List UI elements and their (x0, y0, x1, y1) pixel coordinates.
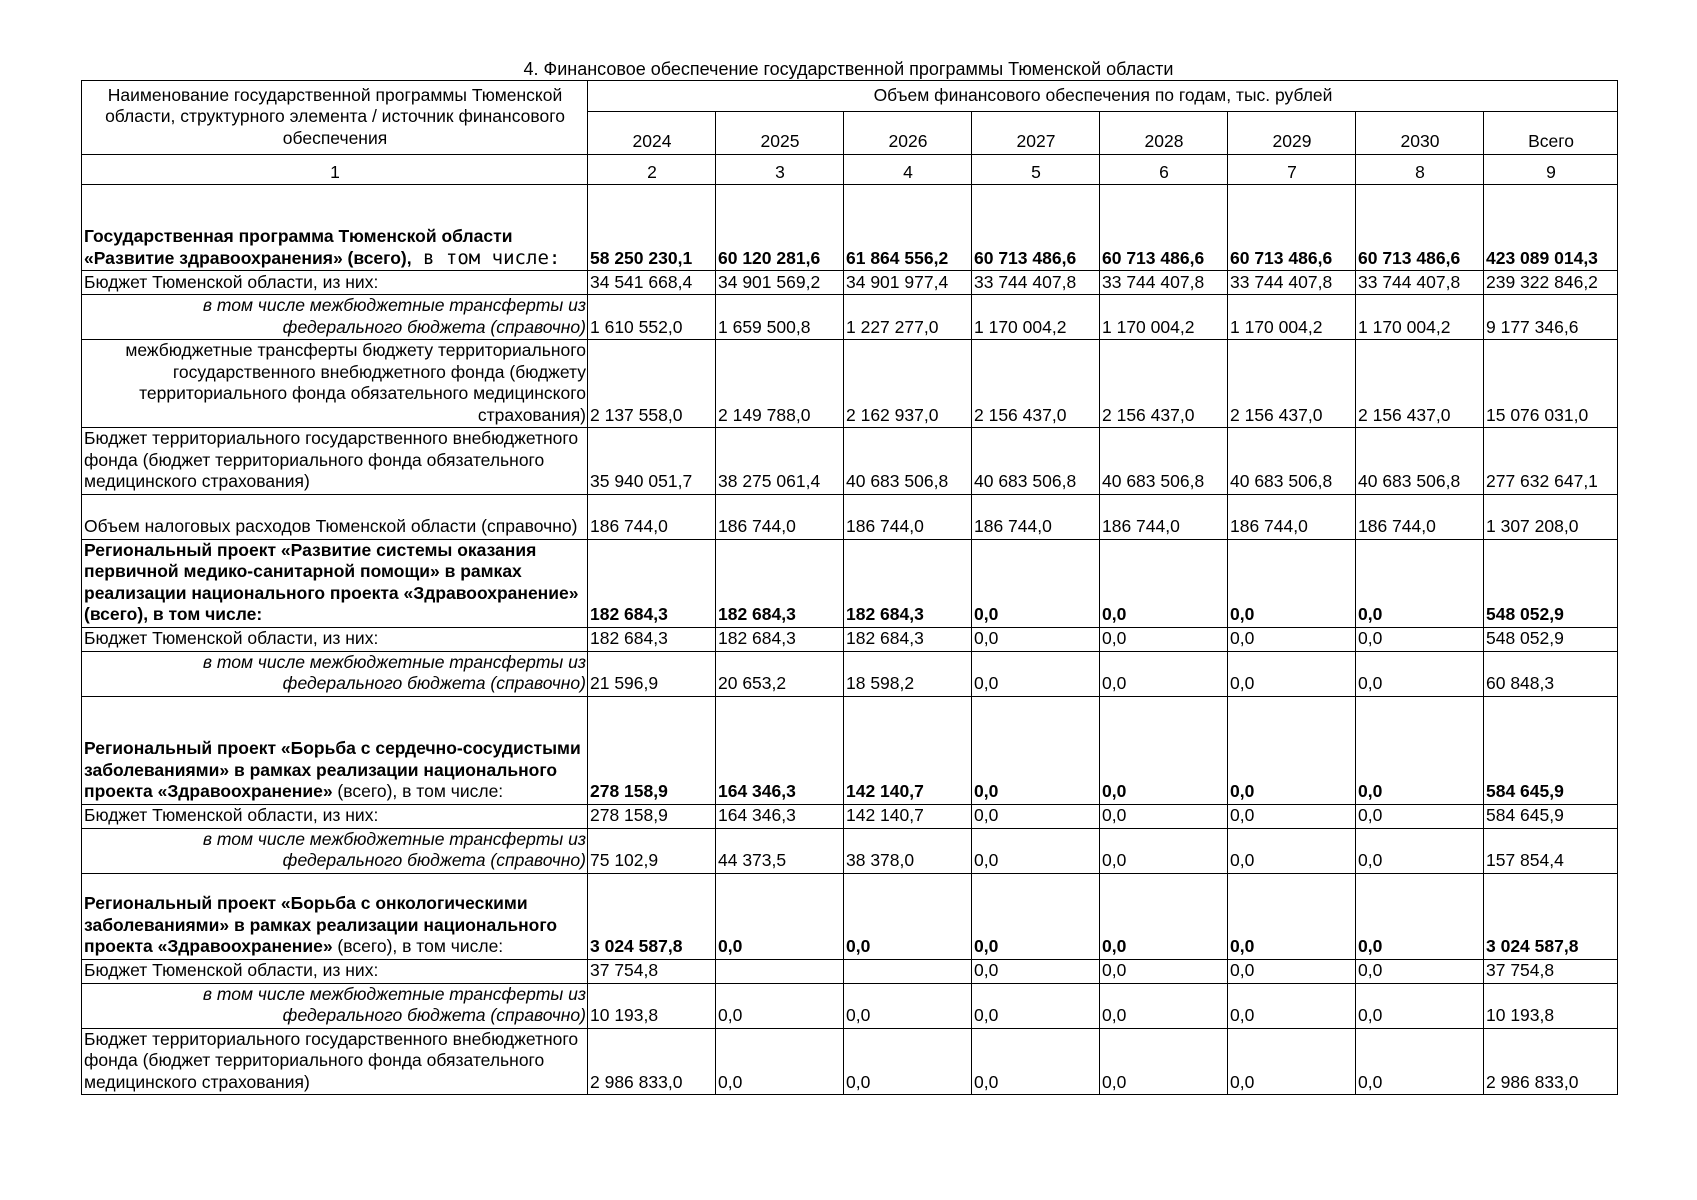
value-cell-2024: 278 158,9 (588, 696, 716, 804)
value-cell-2024: 278 158,9 (588, 804, 716, 828)
value-cell-Всего: 9 177 346,6 (1484, 295, 1618, 340)
table-row (82, 627, 1618, 651)
value-cell-2024: 58 250 230,1 (588, 185, 716, 271)
value-cell-2029: 0,0 (1228, 804, 1356, 828)
header-group-label: Объем финансового обеспечения по годам, тыс. рублей (588, 81, 1618, 112)
column-number-8: 9 (1484, 155, 1618, 185)
value-cell-2027: 0,0 (972, 539, 1100, 627)
value-cell-2026: 0,0 (844, 873, 972, 959)
header-year-5: 2029 (1228, 112, 1356, 155)
row-label-text: в том числе межбюджетные трансферты из федерального бюджета (справочно) (202, 828, 586, 870)
value-cell-2030: 0,0 (1356, 959, 1484, 983)
value-cell-2028: 33 744 407,8 (1100, 271, 1228, 295)
value-cell-Всего: 277 632 647,1 (1484, 428, 1618, 495)
value-cell-2026 (844, 959, 972, 983)
value-cell-2024: 2 137 558,0 (588, 340, 716, 428)
header-year-7: Всего (1484, 112, 1618, 155)
value-cell-2028: 0,0 (1100, 539, 1228, 627)
row-label (82, 494, 588, 539)
value-cell-2030: 40 683 506,8 (1356, 428, 1484, 495)
value-cell-Всего: 239 322 846,2 (1484, 271, 1618, 295)
value-cell-2026: 40 683 506,8 (844, 428, 972, 495)
row-label-text: Региональный проект «Развитие системы оказания первичной медико-санитарной помощи» в рамках реализации национального проекта «Здравоохранение» (всего), в том числе: (84, 539, 579, 624)
value-cell-2028: 40 683 506,8 (1100, 428, 1228, 495)
value-cell-2030: 60 713 486,6 (1356, 185, 1484, 271)
row-label-text: Бюджет Тюменской области, из них: (84, 805, 379, 825)
value-cell-2029: 0,0 (1228, 828, 1356, 873)
value-cell-2025: 44 373,5 (716, 828, 844, 873)
value-cell-Всего: 584 645,9 (1484, 804, 1618, 828)
value-cell-2028: 0,0 (1100, 804, 1228, 828)
column-number-5: 6 (1100, 155, 1228, 185)
row-label (82, 627, 588, 651)
row-label (82, 696, 588, 804)
table-row (82, 185, 1618, 271)
table-row (82, 271, 1618, 295)
value-cell-2025: 0,0 (716, 983, 844, 1028)
value-cell-2028: 186 744,0 (1100, 494, 1228, 539)
table-row (82, 539, 1618, 627)
value-cell-2030: 0,0 (1356, 651, 1484, 696)
row-label-text: в том числе межбюджетные трансферты из федерального бюджета (справочно) (202, 295, 586, 337)
value-cell-Всего: 548 052,9 (1484, 539, 1618, 627)
value-cell-2029: 0,0 (1228, 983, 1356, 1028)
value-cell-2027: 0,0 (972, 828, 1100, 873)
row-label-text: Бюджет Тюменской области, из них: (84, 628, 379, 648)
value-cell-2030: 33 744 407,8 (1356, 271, 1484, 295)
row-label (82, 983, 588, 1028)
row-label (82, 828, 588, 873)
row-label-text: Бюджет Тюменской области, из них: (84, 960, 379, 980)
header-year-2: 2026 (844, 112, 972, 155)
row-label-suffix: (всего), в том числе: (332, 936, 504, 956)
value-cell-2026: 38 378,0 (844, 828, 972, 873)
value-cell-2030: 0,0 (1356, 1028, 1484, 1095)
value-cell-Всего: 3 024 587,8 (1484, 873, 1618, 959)
value-cell-Всего: 423 089 014,3 (1484, 185, 1618, 271)
value-cell-2027: 0,0 (972, 696, 1100, 804)
value-cell-2024: 182 684,3 (588, 539, 716, 627)
value-cell-2025: 60 120 281,6 (716, 185, 844, 271)
value-cell-2028: 2 156 437,0 (1100, 340, 1228, 428)
table-row (82, 983, 1618, 1028)
value-cell-2028: 60 713 486,6 (1100, 185, 1228, 271)
value-cell-2029: 0,0 (1228, 696, 1356, 804)
value-cell-2027: 186 744,0 (972, 494, 1100, 539)
column-number-2: 3 (716, 155, 844, 185)
value-cell-2024: 186 744,0 (588, 494, 716, 539)
value-cell-2030: 0,0 (1356, 828, 1484, 873)
value-cell-2029: 0,0 (1228, 627, 1356, 651)
value-cell-2030: 0,0 (1356, 696, 1484, 804)
table-row (82, 1028, 1618, 1095)
value-cell-2024: 37 754,8 (588, 959, 716, 983)
value-cell-Всего: 10 193,8 (1484, 983, 1618, 1028)
row-label-text: Государственная программа Тюменской области «Развитие здравоохранения» (всего), (84, 226, 513, 268)
value-cell-2024: 21 596,9 (588, 651, 716, 696)
header-year-4: 2028 (1100, 112, 1228, 155)
value-cell-2024: 3 024 587,8 (588, 873, 716, 959)
value-cell-2029: 0,0 (1228, 539, 1356, 627)
financing-table (81, 80, 1618, 1095)
table-row (82, 651, 1618, 696)
header-year-1: 2025 (716, 112, 844, 155)
value-cell-2025: 34 901 569,2 (716, 271, 844, 295)
header-year-0: 2024 (588, 112, 716, 155)
value-cell-2029: 33 744 407,8 (1228, 271, 1356, 295)
row-label-suffix: (всего), в том числе: (332, 781, 504, 801)
row-label (82, 185, 588, 271)
value-cell-2028: 0,0 (1100, 983, 1228, 1028)
value-cell-2028: 0,0 (1100, 828, 1228, 873)
value-cell-2030: 1 170 004,2 (1356, 295, 1484, 340)
value-cell-2030: 0,0 (1356, 983, 1484, 1028)
value-cell-2027: 2 156 437,0 (972, 340, 1100, 428)
table-row (82, 295, 1618, 340)
table-row (82, 494, 1618, 539)
value-cell-2026: 186 744,0 (844, 494, 972, 539)
row-label-text: межбюджетные трансферты бюджету территориального государственного внебюджетного фонда (бюджету территориального фонда обязательного медицинского страхования) (125, 340, 586, 425)
row-label-text: в том числе межбюджетные трансферты из федерального бюджета (справочно) (202, 651, 586, 693)
value-cell-2030: 186 744,0 (1356, 494, 1484, 539)
row-label (82, 873, 588, 959)
table-row (82, 340, 1618, 428)
value-cell-2026: 182 684,3 (844, 539, 972, 627)
value-cell-2027: 0,0 (972, 983, 1100, 1028)
table-row (82, 428, 1618, 495)
row-label (82, 539, 588, 627)
value-cell-Всего: 60 848,3 (1484, 651, 1618, 696)
value-cell-2024: 10 193,8 (588, 983, 716, 1028)
value-cell-2026: 34 901 977,4 (844, 271, 972, 295)
value-cell-Всего: 584 645,9 (1484, 696, 1618, 804)
value-cell-2026: 2 162 937,0 (844, 340, 972, 428)
value-cell-Всего: 37 754,8 (1484, 959, 1618, 983)
table-row (82, 696, 1618, 804)
value-cell-2027: 0,0 (972, 651, 1100, 696)
document-title: 4. Финансовое обеспечение государственной программы Тюменской области (523, 59, 1174, 79)
value-cell-2027: 33 744 407,8 (972, 271, 1100, 295)
value-cell-2029: 0,0 (1228, 651, 1356, 696)
value-cell-2030: 0,0 (1356, 873, 1484, 959)
value-cell-2029: 40 683 506,8 (1228, 428, 1356, 495)
table-row (82, 959, 1618, 983)
value-cell-2026: 182 684,3 (844, 627, 972, 651)
value-cell-2027: 0,0 (972, 873, 1100, 959)
value-cell-2025: 0,0 (716, 873, 844, 959)
column-number-1: 2 (588, 155, 716, 185)
value-cell-2029: 60 713 486,6 (1228, 185, 1356, 271)
value-cell-2024: 75 102,9 (588, 828, 716, 873)
column-number-4: 5 (972, 155, 1100, 185)
value-cell-2025: 186 744,0 (716, 494, 844, 539)
value-cell-2025 (716, 959, 844, 983)
value-cell-2025: 20 653,2 (716, 651, 844, 696)
value-cell-2025: 164 346,3 (716, 696, 844, 804)
value-cell-2028: 0,0 (1100, 1028, 1228, 1095)
row-label (82, 428, 588, 495)
value-cell-2028: 0,0 (1100, 959, 1228, 983)
value-cell-Всего: 2 986 833,0 (1484, 1028, 1618, 1095)
value-cell-2024: 35 940 051,7 (588, 428, 716, 495)
row-label (82, 295, 588, 340)
value-cell-2026: 142 140,7 (844, 804, 972, 828)
table-row (82, 828, 1618, 873)
row-label-text: в том числе межбюджетные трансферты из федерального бюджета (справочно) (202, 983, 586, 1025)
row-label (82, 271, 588, 295)
row-label (82, 804, 588, 828)
row-label-suffix: в том числе: (411, 246, 561, 269)
value-cell-2025: 164 346,3 (716, 804, 844, 828)
value-cell-2027: 40 683 506,8 (972, 428, 1100, 495)
value-cell-2025: 38 275 061,4 (716, 428, 844, 495)
row-label-text: Региональный проект «Борьба с онкологическими заболеваниями» в рамках реализации национального проекта «Здравоохранение» (84, 893, 558, 956)
value-cell-2029: 1 170 004,2 (1228, 295, 1356, 340)
row-label-text: Региональный проект «Борьба с сердечно-сосудистыми заболеваниями» в рамках реализации национального проекта «Здравоохранение» (84, 738, 581, 801)
value-cell-2026: 0,0 (844, 983, 972, 1028)
value-cell-2028: 0,0 (1100, 696, 1228, 804)
header-year-3: 2027 (972, 112, 1100, 155)
row-label (82, 651, 588, 696)
value-cell-2029: 0,0 (1228, 959, 1356, 983)
row-label-text: Бюджет территориального государственного внебюджетного фонда (бюджет территориального фонда обязательного медицинского страхования) (84, 428, 579, 491)
value-cell-2025: 2 149 788,0 (716, 340, 844, 428)
value-cell-2026: 18 598,2 (844, 651, 972, 696)
value-cell-2025: 0,0 (716, 1028, 844, 1095)
value-cell-2026: 61 864 556,2 (844, 185, 972, 271)
row-label-text: Бюджет Тюменской области, из них: (84, 271, 379, 292)
value-cell-Всего: 1 307 208,0 (1484, 494, 1618, 539)
header-year-6: 2030 (1356, 112, 1484, 155)
value-cell-2030: 0,0 (1356, 539, 1484, 627)
value-cell-2029: 2 156 437,0 (1228, 340, 1356, 428)
value-cell-Всего: 548 052,9 (1484, 627, 1618, 651)
column-number-0: 1 (82, 155, 588, 185)
value-cell-2025: 182 684,3 (716, 627, 844, 651)
value-cell-2024: 182 684,3 (588, 627, 716, 651)
column-number-6: 7 (1228, 155, 1356, 185)
value-cell-2028: 0,0 (1100, 873, 1228, 959)
value-cell-2024: 1 610 552,0 (588, 295, 716, 340)
value-cell-2027: 1 170 004,2 (972, 295, 1100, 340)
row-label (82, 340, 588, 428)
value-cell-2030: 0,0 (1356, 804, 1484, 828)
table-row (82, 873, 1618, 959)
value-cell-2030: 0,0 (1356, 627, 1484, 651)
value-cell-2027: 0,0 (972, 1028, 1100, 1095)
row-label (82, 959, 588, 983)
value-cell-2024: 2 986 833,0 (588, 1028, 716, 1095)
row-label-text: Бюджет территориального государственного внебюджетного фонда (бюджет территориального фонда обязательного медицинского страхования) (84, 1028, 579, 1092)
value-cell-2025: 182 684,3 (716, 539, 844, 627)
row-label (82, 1028, 588, 1095)
value-cell-2025: 1 659 500,8 (716, 295, 844, 340)
value-cell-2026: 1 227 277,0 (844, 295, 972, 340)
value-cell-2027: 0,0 (972, 804, 1100, 828)
value-cell-2030: 2 156 437,0 (1356, 340, 1484, 428)
value-cell-2026: 0,0 (844, 1028, 972, 1095)
header-name-column: Наименование государственной программы Тюменской области, структурного элемента / источник финансового обеспечения (82, 81, 588, 155)
value-cell-2027: 0,0 (972, 627, 1100, 651)
value-cell-2026: 142 140,7 (844, 696, 972, 804)
value-cell-2028: 0,0 (1100, 651, 1228, 696)
value-cell-2029: 0,0 (1228, 1028, 1356, 1095)
value-cell-Всего: 157 854,4 (1484, 828, 1618, 873)
column-number-3: 4 (844, 155, 972, 185)
value-cell-2024: 34 541 668,4 (588, 271, 716, 295)
value-cell-2027: 0,0 (972, 959, 1100, 983)
value-cell-2028: 1 170 004,2 (1100, 295, 1228, 340)
value-cell-2029: 0,0 (1228, 873, 1356, 959)
value-cell-2029: 186 744,0 (1228, 494, 1356, 539)
value-cell-2028: 0,0 (1100, 627, 1228, 651)
value-cell-Всего: 15 076 031,0 (1484, 340, 1618, 428)
table-row (82, 804, 1618, 828)
row-label-text: Объем налоговых расходов Тюменской области (справочно) (84, 516, 578, 536)
value-cell-2027: 60 713 486,6 (972, 185, 1100, 271)
column-number-7: 8 (1356, 155, 1484, 185)
